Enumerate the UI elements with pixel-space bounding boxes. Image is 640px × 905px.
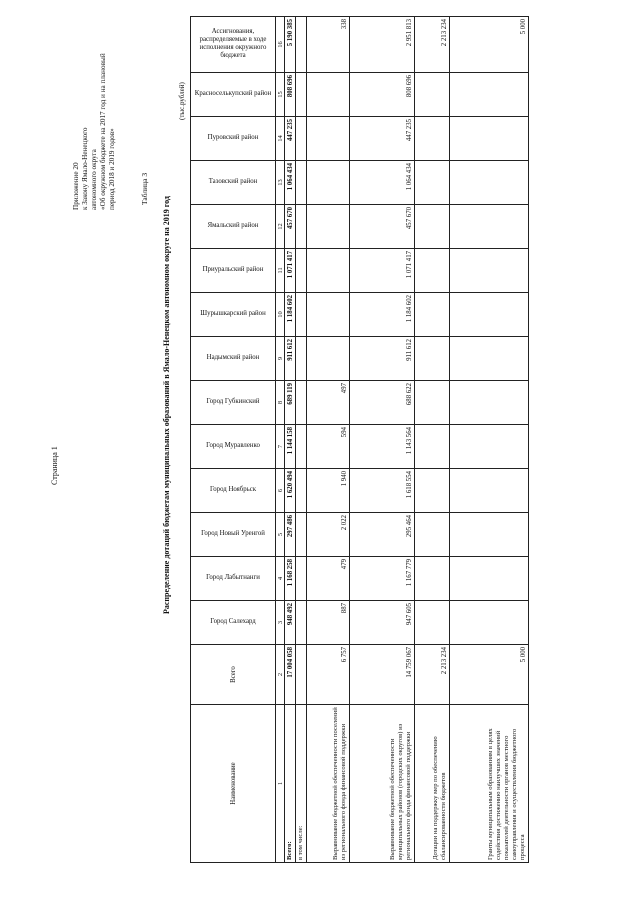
header-cell (191, 601, 276, 645)
value-cell (415, 601, 450, 645)
header-cell (191, 17, 276, 73)
column-number: 6 (276, 469, 285, 513)
value-cell (296, 425, 307, 469)
value-cell: 808 696 (350, 73, 415, 117)
value-cell (415, 161, 450, 205)
column-number: 9 (276, 337, 285, 381)
value-cell (296, 469, 307, 513)
header-label: Город Салехард (210, 618, 256, 626)
value-cell: 1 167 779 (350, 557, 415, 601)
header-label: Город Новый Уренгой (201, 530, 265, 538)
value-cell: 911 612 (285, 337, 296, 381)
value-cell: 1 618 554 (350, 469, 415, 513)
header-cell (191, 117, 276, 161)
value-cell (415, 249, 450, 293)
header-label: Тазовский район (208, 178, 258, 186)
value-cell: 295 464 (350, 513, 415, 557)
column-number: 16 (276, 17, 285, 73)
value-cell: 297 486 (285, 513, 296, 557)
value-cell: 887 (307, 601, 350, 645)
value-cell (307, 337, 350, 381)
value-cell (450, 117, 529, 161)
row-name: Дотации на поддержку мер по обеспечению сбалансированности бюджетов (415, 705, 450, 863)
value-cell: 948 492 (285, 601, 296, 645)
column-number: 14 (276, 117, 285, 161)
value-cell (415, 557, 450, 601)
column-number: 2 (276, 645, 285, 705)
value-cell (450, 601, 529, 645)
unit-label: (тыс.рублей) (178, 82, 186, 120)
column-number: 3 (276, 601, 285, 645)
header-label: Приуральский район (202, 266, 264, 274)
value-cell: 1 071 417 (285, 249, 296, 293)
row-name: Выравнивание бюджетной обеспеченности муниципальных районов (городских округов) из регионального фонда финансовой поддержки (350, 705, 415, 863)
column-number: 12 (276, 205, 285, 249)
value-cell: 457 670 (285, 205, 296, 249)
value-cell (296, 337, 307, 381)
header-label: Город Ноябрьск (209, 486, 257, 494)
value-cell: 688 622 (350, 381, 415, 425)
column-number: 10 (276, 293, 285, 337)
value-cell (296, 513, 307, 557)
row-name: Выравнивание бюджетной обеспеченности поселений из регионального фонда финансовой поддержки (307, 705, 350, 863)
value-cell: 1 064 434 (285, 161, 296, 205)
value-cell: 1 168 258 (285, 557, 296, 601)
value-cell (307, 205, 350, 249)
value-cell: 5 000 (450, 17, 529, 73)
value-cell (307, 249, 350, 293)
value-cell: 5 190 385 (285, 17, 296, 73)
value-cell: 447 235 (285, 117, 296, 161)
header-cell (191, 249, 276, 293)
header-cell (191, 293, 276, 337)
value-cell: 1 184 602 (350, 293, 415, 337)
document-title: Распределение дотаций бюджетам муниципальных образований в Ямало-Ненецком автономном округе на 2019 год (162, 196, 171, 614)
value-cell: 6 757 (307, 645, 350, 705)
column-number: 8 (276, 381, 285, 425)
table-row (307, 17, 350, 863)
value-cell (307, 73, 350, 117)
value-cell: 1 071 417 (350, 249, 415, 293)
value-cell (307, 117, 350, 161)
column-number: 11 (276, 249, 285, 293)
value-cell: 1 184 602 (285, 293, 296, 337)
value-cell (296, 293, 307, 337)
header-cell (191, 381, 276, 425)
value-cell: 2 951 813 (350, 17, 415, 73)
value-cell: 479 (307, 557, 350, 601)
table-label: Таблица 3 (140, 172, 149, 205)
appendix-line: «Об окружном бюджете на 2017 год и на плановый (99, 53, 107, 210)
value-cell (415, 513, 450, 557)
value-cell (296, 645, 307, 705)
header-cell (191, 513, 276, 557)
value-cell: 1 143 564 (350, 425, 415, 469)
value-cell (307, 161, 350, 205)
value-cell (296, 161, 307, 205)
value-cell: 14 759 067 (350, 645, 415, 705)
value-cell: 1 144 158 (285, 425, 296, 469)
column-number: 1 (276, 705, 285, 863)
table-row (450, 17, 529, 863)
header-cell (191, 73, 276, 117)
table-body (285, 17, 529, 863)
header-cell (191, 557, 276, 601)
column-number: 4 (276, 557, 285, 601)
appendix-line: период 2018 и 2019 годов» (108, 128, 116, 210)
value-cell (450, 205, 529, 249)
value-cell (296, 17, 307, 73)
header-label: Красноселькупский район (194, 90, 272, 98)
header-label: Город Муравленко (206, 442, 260, 450)
value-cell (296, 249, 307, 293)
value-cell: 17 004 058 (285, 645, 296, 705)
value-cell (450, 513, 529, 557)
page-label: Страница 1 (50, 446, 59, 485)
appendix-note (72, 10, 117, 210)
row-name: Гранты муниципальным образованиям в целях содействия достижению наилучших значений показателей деятельности органов местного самоуправления и осуществления бюджетного процесса (450, 705, 529, 863)
column-number: 15 (276, 73, 285, 117)
table-row (296, 17, 307, 863)
value-cell: 457 670 (350, 205, 415, 249)
table-row (415, 17, 450, 863)
value-cell (450, 249, 529, 293)
value-cell (296, 73, 307, 117)
value-cell (415, 205, 450, 249)
value-cell: 2 213 234 (415, 17, 450, 73)
column-number: 13 (276, 161, 285, 205)
value-cell: 1 940 (307, 469, 350, 513)
value-cell (415, 381, 450, 425)
header-cell (191, 337, 276, 381)
value-cell: 338 (307, 17, 350, 73)
table-row (350, 17, 415, 863)
header-cell (191, 161, 276, 205)
header-label: Надымский район (206, 354, 260, 362)
value-cell (296, 117, 307, 161)
value-cell: 911 612 (350, 337, 415, 381)
value-cell: 1 064 434 (350, 161, 415, 205)
value-cell (450, 381, 529, 425)
value-cell (450, 293, 529, 337)
appendix-line: к Закону Ямало-Ненецкого (81, 127, 89, 210)
header-row (191, 17, 276, 863)
header-label: Шурышкарский район (200, 310, 266, 318)
header-label: Город Лабытнанги (206, 574, 260, 582)
value-cell (415, 425, 450, 469)
header-total: Всего (191, 645, 276, 705)
table-row (285, 17, 296, 863)
value-cell: 808 696 (285, 73, 296, 117)
header-label: Ассигнования, распределяемые в ходе исполнения окружного бюджета (199, 28, 267, 60)
value-cell: 497 (307, 381, 350, 425)
value-cell: 689 119 (285, 381, 296, 425)
header-label: Город Губкинский (206, 398, 260, 406)
value-cell: 2 213 234 (415, 645, 450, 705)
appendix-line: автономного округа (90, 149, 98, 210)
value-cell: 2 022 (307, 513, 350, 557)
value-cell (415, 293, 450, 337)
header-name: Наименование (191, 705, 276, 863)
column-number-row (276, 17, 285, 863)
header-label: Ямальский район (207, 222, 259, 230)
value-cell (450, 337, 529, 381)
value-cell: 5 000 (450, 645, 529, 705)
value-cell: 594 (307, 425, 350, 469)
value-cell (296, 557, 307, 601)
value-cell (415, 337, 450, 381)
header-label: Пуровский район (207, 134, 259, 142)
value-cell (450, 557, 529, 601)
value-cell (307, 293, 350, 337)
value-cell (415, 117, 450, 161)
row-name: Всего: (285, 705, 296, 863)
value-cell (296, 601, 307, 645)
value-cell (415, 469, 450, 513)
value-cell (450, 161, 529, 205)
value-cell (296, 205, 307, 249)
value-cell: 447 235 (350, 117, 415, 161)
header-cell (191, 205, 276, 249)
header-cell (191, 425, 276, 469)
value-cell: 1 620 494 (285, 469, 296, 513)
column-number: 7 (276, 425, 285, 469)
subsidy-table (190, 16, 529, 863)
value-cell (415, 73, 450, 117)
appendix-line: Приложение 20 (72, 162, 80, 210)
value-cell (450, 73, 529, 117)
value-cell (296, 381, 307, 425)
header-cell (191, 469, 276, 513)
row-name: в том числе: (296, 705, 307, 863)
column-number: 5 (276, 513, 285, 557)
value-cell (450, 425, 529, 469)
value-cell (450, 469, 529, 513)
value-cell: 947 605 (350, 601, 415, 645)
